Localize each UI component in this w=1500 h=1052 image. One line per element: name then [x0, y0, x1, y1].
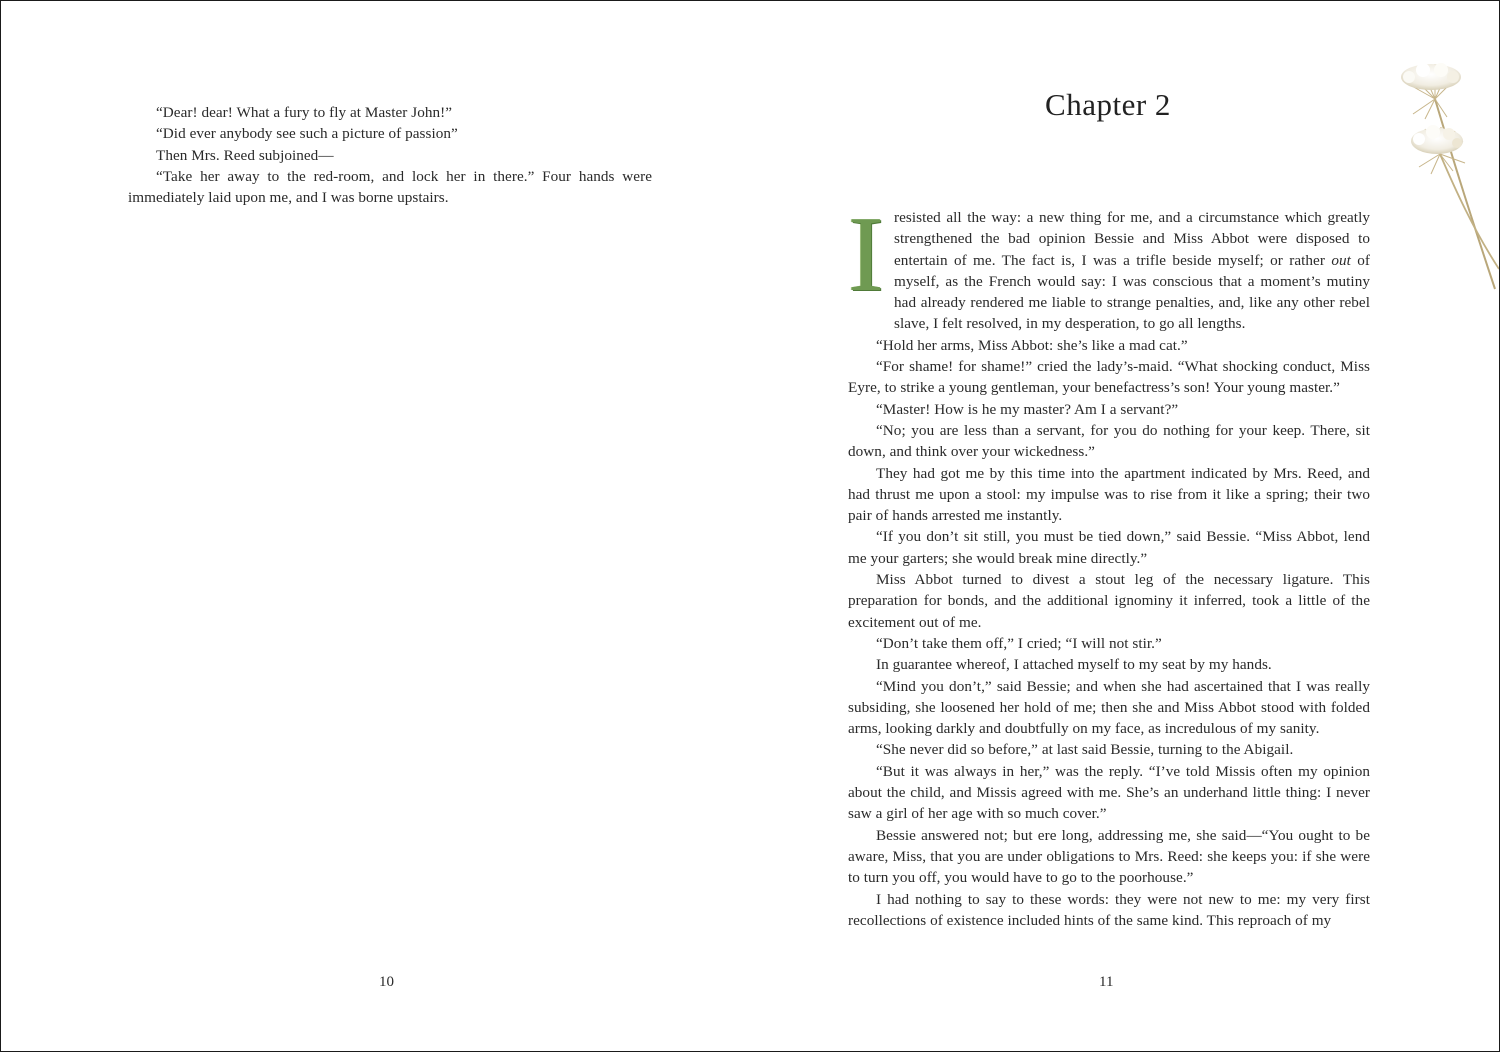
first-paragraph-part-2: of myself, as the French would say: I was conscious that a moment’s mutiny had already rendered me liable to strange penalties, and, like any other rebel slave, I felt resolved, in my desperation, to go all lengths. — [894, 251, 1370, 333]
emphasis: out — [1331, 251, 1351, 269]
first-paragraph-part-1: resisted all the way: a new thing for me, and a circumstance which greatly strengthened the bad opinion Bessie and Miss Abbot were disposed to entertain of me. The fact is, I was a trifle beside myself; or rather — [894, 209, 1370, 269]
dried-flower-illustration-icon — [1395, 59, 1499, 299]
paragraph: “But it was always in her,” was the reply. “I’ve told Missis often my opinion about the child, and Missis agreed with me. She’s an underhand little thing: I never saw a girl of her age with so much cover.” — [848, 762, 1370, 823]
page-number-right: 11 — [1099, 974, 1114, 990]
paragraph: “For shame! for shame!” cried the lady’s-maid. “What shocking conduct, Miss Eyre, to strike a young gentleman, your benefactress’s son! Your young master.” — [848, 358, 1370, 397]
right-page — [750, 1, 1499, 1051]
paragraph: “No; you are less than a servant, for you do nothing for your keep. There, sit down, and think over your wickedness.” — [848, 421, 1370, 461]
left-page-text — [128, 102, 652, 208]
page-number-left: 10 — [379, 974, 394, 990]
paragraph: Then Mrs. Reed subjoined— — [156, 146, 334, 164]
paragraph: “Take her away to the red-room, and lock her in there.” Four hands were immediately laid upon me, and I was borne upstairs. — [128, 167, 652, 207]
paragraph: “Did ever anybody see such a picture of passion” — [156, 125, 458, 143]
paragraph: “Dear! dear! What a fury to fly at Master John!” — [156, 104, 453, 121]
right-page-text — [848, 195, 1370, 931]
paragraph: Miss Abbot turned to divest a stout leg of the necessary ligature. This preparation for bonds, and the additional ignominy it inferred, took a little of the excitement out of me. — [848, 571, 1370, 631]
paragraph: “Hold her arms, Miss Abbot: she’s like a mad cat.” — [876, 336, 1188, 354]
left-page — [1, 1, 750, 1051]
paragraph: Bessie answered not; but ere long, addressing me, she said—“You ought to be aware, Miss, that you are under obligations to Mrs. Reed: she keeps you: if she were to turn you off, you would have to go to the poorhouse.” — [848, 826, 1370, 887]
paragraph: “Mind you don’t,” said Bessie; and when she had ascertained that I was really subsiding, she loosened her hold of me; then she and Miss Abbot stood with folded arms, looking darkly and doubtfully on my face, as incredulous of my sanity. — [848, 677, 1370, 738]
paragraph: “If you don’t sit still, you must be tied down,” said Bessie. “Miss Abbot, lend me your garters; she would break mine directly.” — [848, 528, 1370, 567]
paragraph: They had got me by this time into the apartment indicated by Mrs. Reed, and had thrust me upon a stool: my impulse was to rise from it like a spring; their two pair of hands arrested me instantly. — [848, 464, 1370, 525]
paragraph: “She never did so before,” at last said Bessie, turning to the Abigail. — [876, 741, 1294, 759]
first-paragraph — [848, 195, 1370, 335]
paragraph: I had nothing to say to these words: they were not new to me: my very first recollections of existence included hints of the same kind. This reproach of my — [848, 890, 1370, 929]
chapter-title: Chapter 2 — [1045, 87, 1171, 122]
paragraph: “Don’t take them off,” I cried; “I will not stir.” — [876, 634, 1162, 652]
paragraph: In guarantee whereof, I attached myself to my seat by my hands. — [876, 656, 1272, 674]
drop-cap: I — [848, 195, 885, 314]
paragraph: “Master! How is he my master? Am I a servant?” — [876, 400, 1179, 418]
